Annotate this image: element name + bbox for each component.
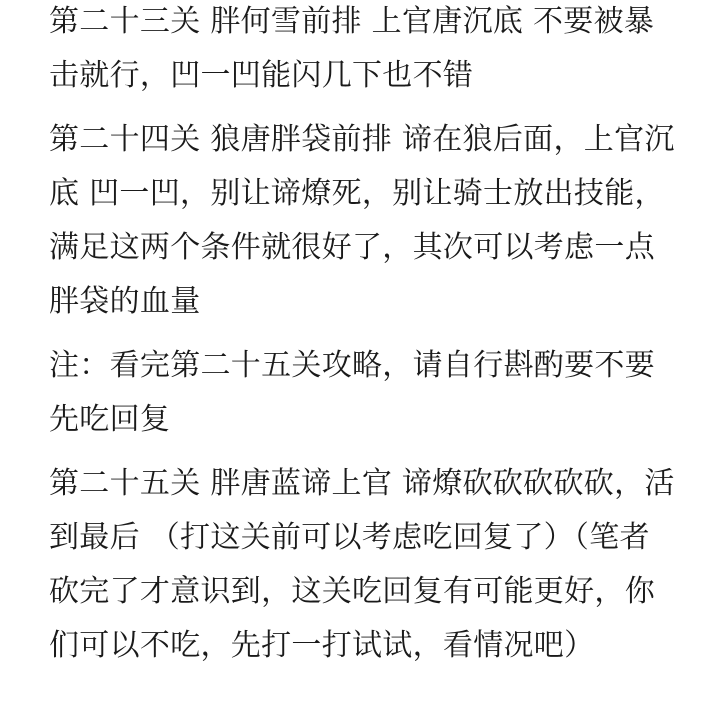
paragraph-level-25: 第二十五关 胖唐蓝谛上官 谛燎砍砍砍砍砍，活到最后 （打这关前可以考虑吃回复了）（笔者砍完了才意识到，这关吃回复有可能更好，你们可以不吃，先打一打试试，看情况吧） <box>49 466 675 663</box>
paragraph-level-23: 第二十三关 胖何雪前排 上官唐沉底 不要被暴击就行，凹一凹能闪几下也不错 <box>49 4 655 93</box>
article-body <box>49 0 679 673</box>
paragraph-level-24: 第二十四关 狼唐胖袋前排 谛在狼后面，上官沉底 凹一凹，别让谛燎死，别让骑士放出技能，满足这两个条件就很好了，其次可以考虑一点胖袋的血量 <box>49 122 675 319</box>
paragraph-note: 注：看完第二十五关攻略，请自行斟酌要不要先吃回复 <box>49 348 655 437</box>
